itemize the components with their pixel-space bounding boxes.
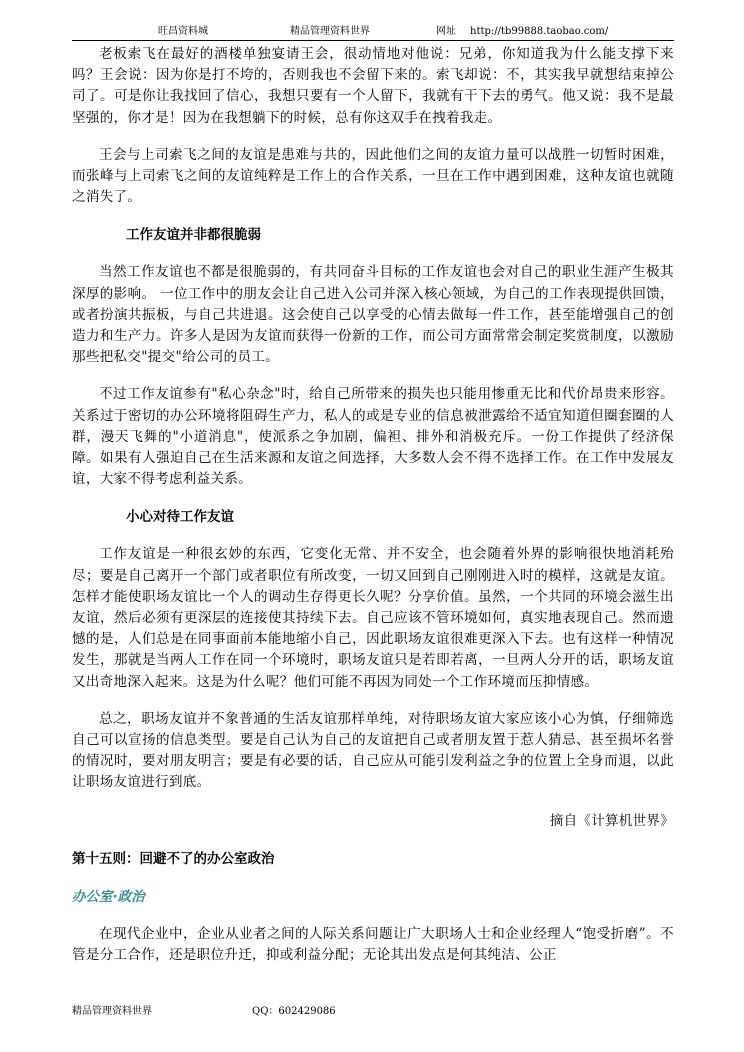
section-title: 办公室·政治 [72,888,145,905]
source-attribution: 摘自《计算机世界》 [549,812,674,829]
document-body [72,44,674,966]
subheading: 工作友谊并非都很脆弱 [126,227,261,244]
page-header [72,26,674,41]
paragraph: 老板索飞在最好的酒楼单独宴请王会，很动情地对他说：兄弟，你知道我为什么能支撑下来吗？王会说：因为你是打不垮的，否则我也不会留下来的。索飞却说：不，其实我早就想结束掉公司了。可是你让我找回了信心，我想只要有一个人留下，我就有干下去的勇气。他又说：我不是最坚强的，你才是！因为在我想躺下的时候，总有你这双手在拽着我走。 [72,46,674,126]
subheading: 小心对待工作友谊 [126,509,234,526]
paragraph: 工作友谊是一种很玄妙的东西，它变化无常、并不安全，也会随着外界的影响很快地消耗殆尽；要是自己离开一个部门或者职位有所改变，一切又回到自己刚刚进入时的模样，这就是友谊。怎样才能使职场友谊比一个人的调动生存得更长久呢？分享价值。虽然，一个共同的环境会滋生出友谊，然后必须有更深层的连接使其持续下去。自己应该不管环境如何，真实地表现自己。然而遗憾的是，人们总是在同事面前本能地缩小自己，因此职场友谊很难更深入下去。也有这样一种情况发生，那就是当两人工作在同一个环境时，职场友谊只是若即若离，一旦两人分开的话，职场友谊又出奇地深入起来。这是为什么呢？他们可能不再因为同处一个工作环境而压抑情感。 [72,546,674,690]
header-subtitle: 精品管理资料世界 [290,26,370,37]
paragraph: 当然工作友谊也不都是很脆弱的，有共同奋斗目标的工作友谊也会对自己的职业生涯产生极其深厚的影响。 一位工作中的朋友会让自己进入公司并深入核心领域，为自己的工作表现提供回馈，或者扮演共振板，与自己共进退。这会使自己以享受的心情去做每一件工作，甚至能增强自己的创造力和生产力。许多人是因为友谊而获得一份新的工作，而公司方面常常会制定奖赏制度，以激励那些把私交"提交"给公司的员工。 [72,264,674,366]
paragraph: 总之，职场友谊并不象普通的生活友谊那样单纯，对待职场友谊大家应该小心为慎，仔细筛选自己可以宣扬的信息类型。要是自己认为自己的友谊把自己或者朋友置于惹人猜忌、甚至损坏名誉的情况时，要对朋友明言；要是有必要的话，自己应从可能引发利益之争的位置上全身而退，以此让职场友谊进行到底。 [72,710,674,791]
rule-title: 第十五则：回避不了的办公室政治 [72,850,275,867]
page-footer [72,1006,674,1020]
footer-qq: QQ：602429086 [252,1006,336,1017]
footer-site-name: 精品管理资料世界 [72,1006,152,1017]
paragraph: 不过工作友谊参有"私心杂念"时，给自己所带来的损失也只能用惨重无比和代价昂贵来形容。关系过于密切的办公环境将阻碍生产力，私人的或是专业的信息被泄露给不适宜知道但圈套圈的人群，漫天飞舞的"小道消息"，使派系之争加剧，偏袒、排外和消极充斥。一份工作提供了经济保障。如果有人强迫自己在生活来源和友谊之间选择，大多数人会不得不选择工作。在工作中发展友谊，大家不得考虑利益关系。 [72,386,674,488]
header-url-link[interactable]: http://tb99888.taobao.com/ [470,26,609,37]
paragraph: 在现代企业中，企业从业者之间的人际关系问题让广大职场人士和企业经理人“饱受折磨”。不管是分工合作，还是职位升迁，抑或利益分配；无论其出发点是何其纯洁、公正 [72,925,674,963]
header-url-label: 网址 [436,26,456,37]
header-site-name: 旺昌资料城 [158,26,208,37]
paragraph: 王会与上司索飞之间的友谊是患难与共的，因此他们之间的友谊力量可以战胜一切暂时困难，而张峰与上司索飞之间的友谊纯粹是工作上的合作关系，一旦在工作中遇到困难，这种友谊也就随之消失了。 [72,146,674,206]
